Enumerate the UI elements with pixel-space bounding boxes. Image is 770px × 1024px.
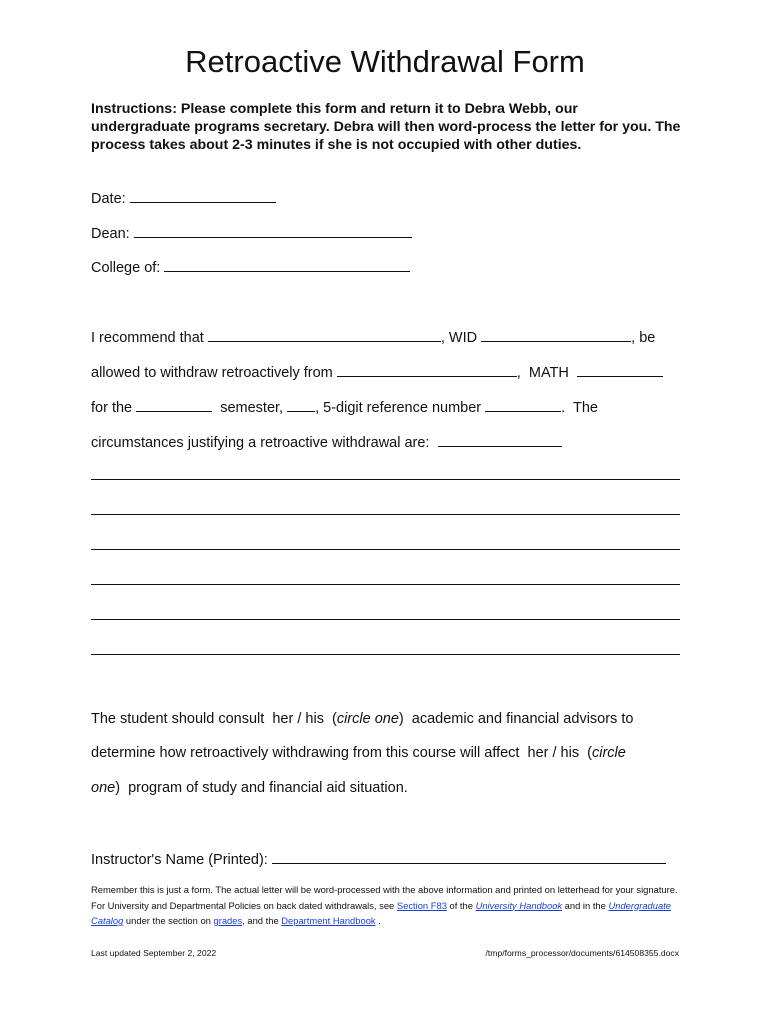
- note-text: of the: [446, 899, 476, 911]
- recommend-line-2: [91, 363, 663, 381]
- one-text: one: [91, 780, 116, 796]
- advisors-text: ) academic and financial advisors to: [398, 711, 634, 727]
- semester-field[interactable]: [136, 398, 212, 412]
- page-title: Retroactive Withdrawal Form: [185, 44, 585, 79]
- student-name-field[interactable]: [208, 328, 441, 342]
- circumstances-line-1[interactable]: [91, 479, 680, 480]
- recommend-line-3: [91, 398, 598, 416]
- determine-text: determine how retroactively withdrawing from this course will affect her / his (: [91, 745, 592, 761]
- circle-one-text: circle one: [336, 711, 399, 727]
- note-text: , and the: [242, 915, 282, 926]
- document-path-text: /tmp/forms_processor/documents/614508355.docx: [485, 948, 679, 958]
- circumstances-field[interactable]: [438, 433, 562, 447]
- instructor-name-field[interactable]: [272, 850, 666, 864]
- consult-line-3: [91, 780, 408, 796]
- circumstances-line-2[interactable]: [91, 514, 680, 515]
- program-text: ) program of study and financial aid situation.: [115, 780, 408, 796]
- instructor-row: [91, 850, 666, 868]
- note-text: and in the: [562, 899, 609, 911]
- dean-label: Dean:: [91, 226, 130, 242]
- date-field[interactable]: [130, 189, 276, 203]
- withdraw-text: allowed to withdraw retroactively from: [91, 365, 333, 381]
- recommend-line-1: [91, 328, 655, 346]
- course-field[interactable]: [337, 363, 517, 377]
- math-field[interactable]: [577, 363, 663, 377]
- circumstances-line-3[interactable]: [91, 549, 680, 550]
- consult-line-2: [91, 745, 626, 761]
- wid-label: , WID: [440, 330, 478, 346]
- grades-link[interactable]: grades: [213, 915, 243, 926]
- consult-text: The student should consult her / his (: [91, 711, 337, 727]
- college-label: College of:: [91, 260, 161, 276]
- department-handbook-link[interactable]: Department Handbook: [281, 915, 376, 926]
- math-label: , MATH: [516, 365, 569, 381]
- year-field[interactable]: [287, 398, 315, 412]
- recommend-text: I recommend that: [91, 330, 204, 346]
- circumstances-label: circumstances justifying a retroactive withdrawal are:: [91, 435, 430, 451]
- be-text: , be: [631, 330, 656, 346]
- circumstances-line-4[interactable]: [91, 584, 680, 585]
- note-paragraph: [91, 882, 681, 929]
- semester-label: semester,: [220, 400, 284, 416]
- recommend-line-4: [91, 433, 562, 451]
- instructions-text: Instructions: Please complete this form and return it to Debra Webb, our undergraduate programs secretary. Debra will then word-process the letter for you. The process takes about 2-3 minutes if she is not occupied with other duties.: [91, 101, 681, 153]
- date-label: Date:: [91, 191, 126, 207]
- dean-row: [91, 224, 412, 242]
- college-row: [91, 258, 410, 276]
- note-text: .: [375, 915, 381, 926]
- circle-text: circle: [591, 745, 626, 761]
- reference-field[interactable]: [485, 398, 561, 412]
- instructor-label: Instructor's Name (Printed):: [91, 852, 268, 868]
- note-text: Remember this is just a form. The actual letter will be word-processed with the above information and printed on letterhead for your signature. For University and Departmental Policies on back dated withdrawals, see: [91, 884, 678, 911]
- wid-field[interactable]: [481, 328, 631, 342]
- circumstances-line-5[interactable]: [91, 619, 680, 620]
- the-text: . The: [561, 400, 598, 416]
- undergraduate-catalog-link[interactable]: Undergraduate Catalog: [91, 899, 672, 926]
- circumstances-line-6[interactable]: [91, 654, 680, 655]
- dean-field[interactable]: [134, 224, 412, 238]
- section-f83-link[interactable]: Section F83: [396, 899, 447, 911]
- date-row: [91, 189, 276, 207]
- last-updated-text: Last updated September 2, 2022: [91, 948, 217, 958]
- note-text: under the section on: [123, 915, 214, 926]
- university-handbook-link[interactable]: University Handbook: [475, 899, 563, 911]
- reference-label: , 5-digit reference number: [315, 400, 482, 416]
- for-the-text: for the: [91, 400, 133, 416]
- college-field[interactable]: [164, 258, 410, 272]
- consult-line-1: [91, 711, 633, 727]
